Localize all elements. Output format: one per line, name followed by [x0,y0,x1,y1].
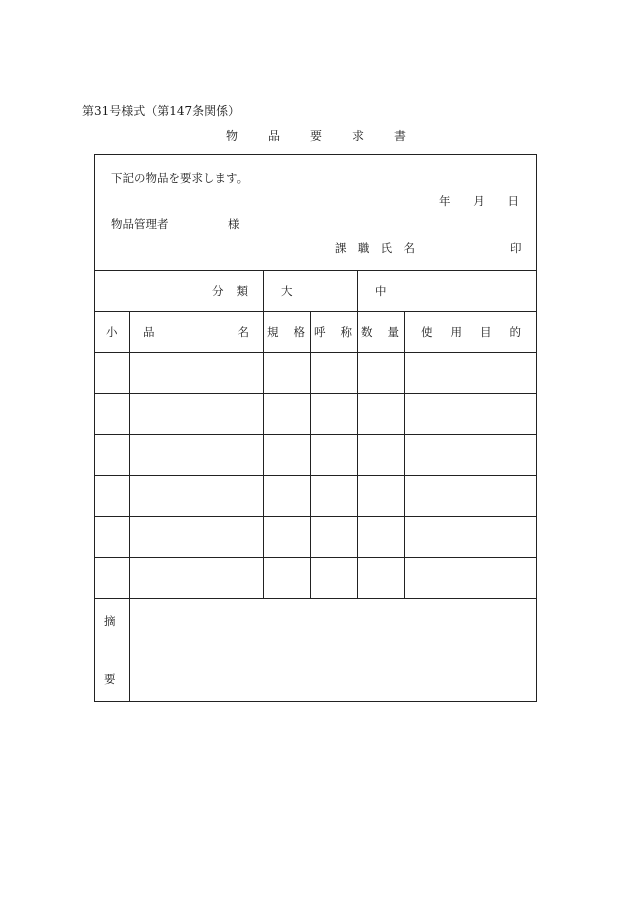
request-form-frame [94,154,537,702]
rule-class-divider [263,270,264,311]
title-char: 品 [267,129,280,143]
manager-honorific: 様 [228,217,240,231]
document-title [226,130,406,142]
spec-char: 規 [267,325,279,339]
table-row [95,353,536,393]
title-char: 物 [226,129,239,143]
date-day-label: 日 [507,194,519,208]
remarks-label-char: 要 [104,672,116,686]
call-name-char: 称 [340,325,352,339]
item-name-char: 品 [143,325,155,339]
purpose-char: 用 [450,325,462,339]
table-row [95,476,536,516]
column-purpose [421,327,521,339]
quantity-char: 量 [387,325,399,339]
date-month-label: 月 [473,194,485,208]
rule-header-bottom [95,270,536,271]
call-name-char: 呼 [314,325,326,339]
column-sub: 小 [106,325,118,339]
remarks-field [131,599,535,701]
column-call-name [314,327,352,339]
section-char: 課 [335,241,347,255]
quantity-char: 数 [361,325,373,339]
manager-label: 物品管理者 [111,217,169,231]
classification-label [212,286,248,298]
purpose-char: 目 [480,325,492,339]
form-number: 第31号様式（第147条関係） [82,104,241,118]
title-char: 求 [351,129,364,143]
table-row [95,394,536,434]
spec-char: 格 [293,325,305,339]
purpose-char: 的 [509,325,521,339]
section-char: 職 [357,241,370,255]
remarks-label-char: 摘 [104,614,116,628]
classification-char: 分 [212,284,224,298]
title-char: 要 [309,129,322,143]
purpose-char: 使 [421,325,433,339]
item-name-char: 名 [237,325,249,339]
request-statement: 下記の物品を要求します。 [111,171,249,185]
date-year-label: 年 [439,194,451,208]
section-name-label [335,243,415,255]
column-spec [267,327,305,339]
title-char: 書 [393,129,406,143]
rule-class-divider [357,270,358,311]
date-field [439,196,519,208]
table-row [95,558,536,598]
column-item-name [143,327,249,339]
rule-classification-bottom [95,311,536,312]
column-quantity [361,327,399,339]
classification-char: 類 [236,284,248,298]
seal-mark: 印 [510,241,522,255]
section-char: 氏 [380,241,393,255]
classification-middle: 中 [375,284,387,298]
table-row [95,517,536,557]
classification-large: 大 [281,284,293,298]
table-row [95,435,536,475]
section-char: 名 [403,241,415,255]
